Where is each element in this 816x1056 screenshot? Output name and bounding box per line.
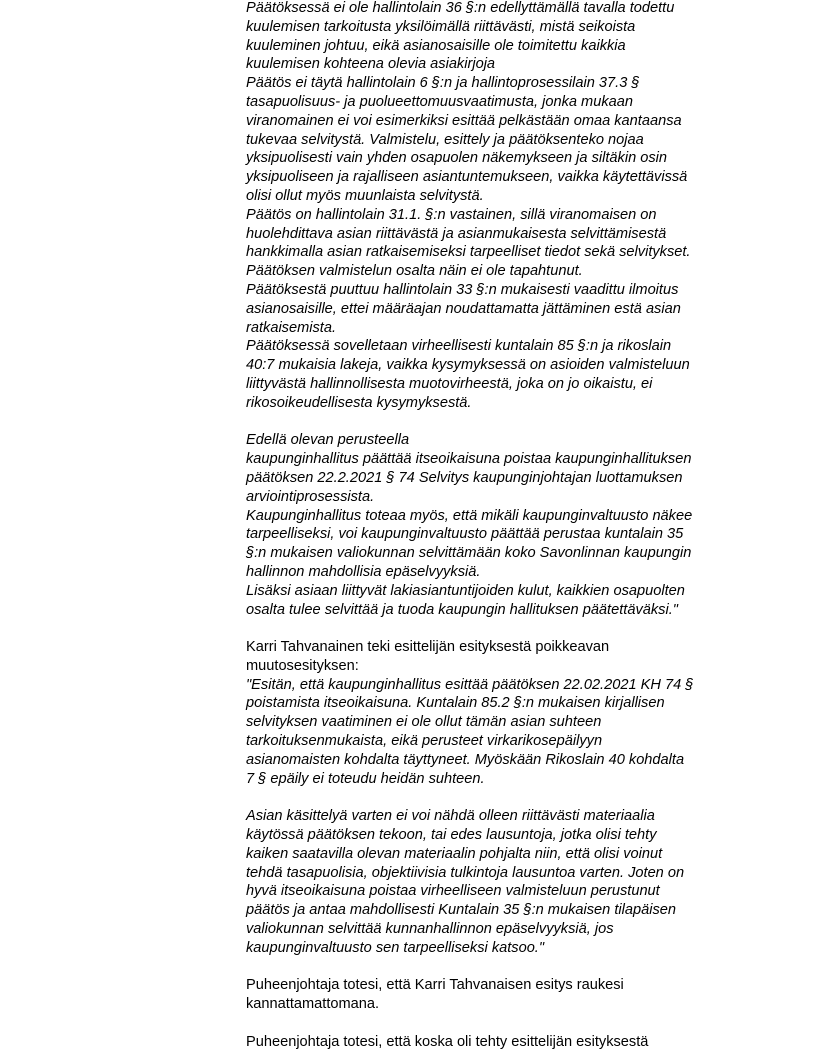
text-line: tehdä tasapuolisia, objektiivisia tulkintoja lausuntoa varten. Joten on [246,864,685,881]
text-line: tarpeelliseksi, voi kaupunginvaltuusto päättää perustaa kuntalain 35 [246,526,684,543]
paragraph-spacer [246,958,746,977]
text-line: Puheenjohtaja totesi, että Karri Tahvanaisen esitys raukesi [246,977,624,994]
chair-conclusion-paragraph [246,1033,746,1052]
text-line: Asian käsittelyä varten ei voi nähdä olleen riittävästi materiaalia [246,808,655,825]
text-line: Karri Tahvanainen teki esittelijän esityksestä poikkeavan [246,639,610,656]
text-line: Päätöksessä sovelletaan virheellisesti kuntalain 85 §:n ja rikoslain [246,338,672,355]
text-line: hallinnon mahdollisia epäselvyyksiä. [246,563,481,580]
text-line: 40:7 mukaisia lakeja, vaikka kysymyksessä on asioiden valmisteluun [246,357,690,374]
text-line: §:n mukaisen valiokunnan selvittämään koko Savonlinnan kaupungin [246,545,692,562]
text-line: tasapuolisuus- ja puolueettomuusvaatimusta, jonka mukaan [246,93,633,110]
text-line: asianosaisille, ettei määräajan noudattamatta jättäminen estä asian [246,300,681,317]
document-body [246,0,746,1052]
amendment-quote-paragraph [246,676,746,789]
text-line: yksipuolisesti vain yhden osapuolen näkemykseen ja siltäkin osin [246,150,668,167]
objection-grounds-paragraph [246,0,746,413]
text-line: Lisäksi asiaan liittyvät lakiasiantuntijoiden kulut, kaikkien osapuolten [246,582,685,599]
text-line: "Esitän, että kaupunginhallitus esittää päätöksen 22.02.2021 KH 74 § [246,676,694,693]
text-line: Puheenjohtaja totesi, että koska oli tehty esittelijän esityksestä [246,1033,649,1050]
text-line: päätöksen 22.2.2021 § 74 Selvitys kaupunginjohtajan luottamuksen [246,469,683,486]
paragraph-spacer [246,619,746,638]
text-line: Päätöksestä puuttuu hallintolain 33 §:n mukaisesti vaadittu ilmoitus [246,281,679,298]
text-line: käytössä päätöksen tekoon, tai edes lausuntoja, jotka olisi tehty [246,827,657,844]
text-line: Edellä olevan perusteella [246,432,410,449]
text-line: viranomainen ei voi esimerkiksi esittää pelkästään omaa kantaansa [246,112,682,129]
text-line: ratkaisemista. [246,319,337,336]
text-line: hyvä itseoikaisuna poistaa virheelliseen valmisteluun perustunut [246,883,660,900]
proposal-decision-paragraph [246,431,746,619]
text-line: Päätös on hallintolain 31.1. §:n vastainen, sillä viranomaisen on [246,206,657,223]
text-line: kannattamattomana. [246,996,380,1013]
paragraph-spacer [246,788,746,807]
text-line: kuulemisen tarkoitusta yksilöimällä riittävästi, mistä seikoista [246,18,636,35]
amendment-reasoning-paragraph [246,807,746,957]
paragraph-spacer [246,413,746,432]
text-line: rikosoikeudellisesta kysymyksestä. [246,394,472,411]
text-line: olisi ollut myös muunlaista selvitystä. [246,187,484,204]
text-line: yksipuoliseen ja rajalliseen asiantuntemukseen, vaikka käytettävissä [246,169,688,186]
text-line: Päätöksessä ei ole hallintolain 36 §:n edellyttämällä tavalla todettu [246,0,675,16]
text-line: osalta tulee selvittää ja tuoda kaupungin hallituksen päätettäväksi." [246,601,678,618]
text-line: liittyvästä hallinnollisesta muotovirheestä, joka on jo oikaistu, ei [246,375,653,392]
text-line: tarkoituksenmukaista, eikä perusteet virkarikosepäilyyn [246,733,603,750]
text-line: kaiken saatavilla olevan materiaalin pohjalta niin, että olisi voinut [246,845,663,862]
text-line: kuulemisen kohteena olevia asiakirjoja [246,56,496,73]
chair-statement-paragraph [246,976,746,1014]
text-line: tukevaa selvitystä. Valmistelu, esittely ja päätöksenteko nojaa [246,131,644,148]
text-line: selvityksen vaatiminen ei ole ollut tämän asian suhteen [246,714,602,731]
text-line: 7 § epäily ei toteudu heidän suhteen. [246,770,485,787]
paragraph-spacer [246,1014,746,1033]
text-line: päätös ja antaa mahdollisesti Kuntalain 35 §:n mukaisen tilapäisen [246,902,676,919]
text-line: valiokunnan selvittää kunnanhallinnon epäselvyyksiä, jos [246,921,614,938]
text-line: huolehdittava asian riittävästä ja asianmukaisesta selvittämisestä [246,225,667,242]
text-line: poistamista itseoikaisuna. Kuntalain 85.2 §:n mukaisen kirjallisen [246,695,665,712]
text-line: kaupunginhallitus päättää itseoikaisuna poistaa kaupunginhallituksen [246,451,692,468]
amendment-intro-paragraph [246,638,746,676]
text-line: arviointiprosessista. [246,488,375,505]
text-line: Päätös ei täytä hallintolain 6 §:n ja hallintoprosessilain 37.3 § [246,75,640,92]
text-line: Päätöksen valmistelun osalta näin ei ole tapahtunut. [246,263,583,280]
text-line: hankkimalla asian ratkaisemiseksi tarpeelliset tiedot sekä selvitykset. [246,244,691,261]
text-line: kaupunginvaltuusto sen tarpeelliseksi katsoo." [246,939,545,956]
text-line: Kaupunginhallitus toteaa myös, että mikäli kaupunginvaltuusto näkee [246,507,693,524]
text-line: muutosesityksen: [246,657,359,674]
text-line: kuuleminen johtuu, eikä asianosaisille ole toimitettu kaikkia [246,37,626,54]
text-line: asianomaisten kohdalta täyttyneet. Myöskään Rikoslain 40 kohdalta [246,751,685,768]
